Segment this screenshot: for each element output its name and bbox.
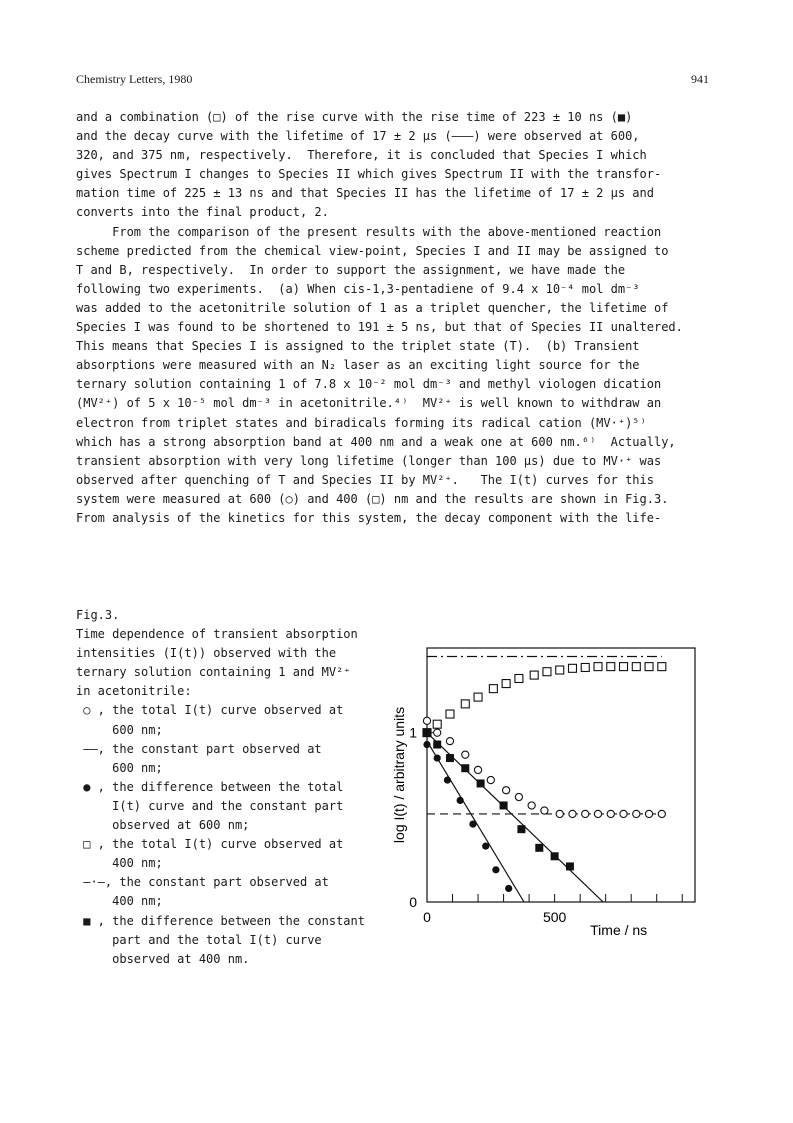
- x-axis-label: Time / ns: [590, 922, 648, 938]
- body-line: which has a strong absorption band at 400 nm and a weak one at 600 nm.⁶⁾ Actually,: [76, 434, 676, 449]
- point-filled-square: [433, 741, 441, 749]
- point-open-square: [502, 680, 510, 688]
- point-open-circle: [569, 810, 576, 817]
- caption-line: in acetonitrile:: [76, 684, 192, 699]
- point-open-square: [632, 663, 640, 671]
- point-filled-circle: [444, 776, 451, 783]
- caption-line: I(t) curve and the constant part: [76, 798, 344, 813]
- point-open-square: [543, 668, 551, 676]
- point-open-circle: [528, 802, 535, 809]
- caption-line: ——, the constant part observed at: [76, 741, 322, 756]
- journal-name: Chemistry Letters, 1980: [76, 72, 193, 86]
- point-open-circle: [515, 793, 522, 800]
- y-tick-label: 1: [409, 724, 417, 741]
- point-open-square: [568, 664, 576, 672]
- body-line: converts into the final product, 2.: [76, 205, 329, 220]
- body-line: mation time of 225 ± 13 ns and that Species II has the lifetime of 17 ± 2 μs and: [76, 186, 654, 201]
- point-open-circle: [487, 776, 494, 783]
- figure-3: [380, 640, 710, 945]
- point-open-square: [556, 666, 564, 674]
- point-filled-square: [477, 779, 485, 787]
- caption-line: Fig.3.: [76, 608, 120, 622]
- point-filled-square: [566, 862, 574, 870]
- point-open-circle: [474, 766, 481, 773]
- point-open-square: [515, 674, 523, 682]
- caption-line: ■ , the difference between the constant: [76, 913, 365, 928]
- caption-line: —·—, the constant part observed at: [76, 875, 329, 890]
- point-open-circle: [423, 717, 430, 724]
- body-line: From the comparison of the present results with the above-mentioned reaction: [76, 224, 662, 239]
- point-open-circle: [633, 810, 640, 817]
- caption-line: ○ , the total I(t) curve observed at: [76, 703, 344, 718]
- caption-line: ● , the difference between the total: [76, 779, 344, 794]
- figure-caption: [76, 606, 396, 969]
- body-line: This means that Species I is assigned to the triplet state (T). (b) Transient: [76, 339, 640, 354]
- body-line: absorptions were measured with an N₂ laser as an exciting light source for the: [76, 358, 640, 373]
- point-filled-square: [517, 825, 525, 833]
- point-filled-square: [461, 764, 469, 772]
- point-filled-circle: [457, 797, 464, 804]
- plot-frame: [427, 648, 695, 902]
- caption-line: observed at 400 nm.: [76, 951, 250, 966]
- point-open-square: [474, 693, 482, 701]
- body-line: and a combination (□) of the rise curve with the rise time of 223 ± 10 ns (■): [76, 110, 633, 124]
- body-line: was added to the acetonitrile solution of 1 as a triplet quencher, the lifetime of: [76, 300, 669, 315]
- x-tick-label: 0: [423, 909, 431, 925]
- point-filled-square: [500, 801, 508, 809]
- point-open-square: [581, 663, 589, 671]
- body-text: [76, 108, 716, 528]
- body-line: system were measured at 600 (○) and 400 (□) nm and the results are shown in Fig.3.: [76, 491, 669, 506]
- point-open-square: [658, 663, 666, 671]
- y-tick-label: 0: [409, 894, 417, 910]
- caption-line: part and the total I(t) curve: [76, 932, 322, 947]
- body-line: 320, and 375 nm, respectively. Therefore, it is concluded that Species I which: [76, 148, 647, 163]
- body-line: following two experiments. (a) When cis-1,3-pentadiene of 9.4 x 10⁻⁴ mol dm⁻³: [76, 281, 640, 296]
- point-filled-square: [551, 852, 559, 860]
- point-open-circle: [645, 810, 652, 817]
- page-number: 941: [691, 72, 709, 86]
- point-open-square: [461, 700, 469, 708]
- x-tick-label: 500: [542, 909, 567, 925]
- body-line: and the decay curve with the lifetime of 17 ± 2 μs (———) were observed at 600,: [76, 129, 640, 144]
- point-filled-circle: [482, 843, 489, 850]
- point-open-square: [489, 685, 497, 693]
- body-line: T and B, respectively. In order to support the assignment, we have made the: [76, 262, 626, 277]
- point-open-circle: [582, 810, 589, 817]
- caption-line: 600 nm;: [76, 722, 163, 737]
- point-open-circle: [462, 751, 469, 758]
- body-line: electron from triplet states and biradicals forming its radical cation (MV·⁺)⁵⁾: [76, 415, 647, 430]
- point-open-square: [594, 663, 602, 671]
- point-open-circle: [620, 810, 627, 817]
- point-filled-circle: [469, 821, 476, 828]
- caption-line: intensities (I(t)) observed with the: [76, 646, 337, 661]
- point-filled-square: [535, 844, 543, 852]
- y-axis-label: log I(t) / arbitrary units: [391, 706, 407, 844]
- point-filled-circle: [492, 866, 499, 873]
- caption-line: 400 nm;: [76, 856, 163, 871]
- point-filled-circle: [423, 741, 430, 748]
- body-line: transient absorption with very long lifetime (longer than 100 μs) due to MV·⁺ was: [76, 453, 662, 468]
- point-open-circle: [658, 810, 665, 817]
- caption-line: □ , the total I(t) curve observed at: [76, 837, 344, 852]
- point-open-square: [620, 663, 628, 671]
- chart-svg: [380, 640, 710, 945]
- caption-line: 400 nm;: [76, 894, 163, 909]
- body-line: (MV²⁺) of 5 x 10⁻⁵ mol dm⁻³ in acetonitrile.⁴⁾ MV²⁺ is well known to withdraw an: [76, 396, 662, 411]
- body-line: Species I was found to be shortened to 191 ± 5 ns, but that of Species II unaltered.: [76, 320, 683, 335]
- point-filled-square: [446, 754, 454, 762]
- body-line: scheme predicted from the chemical view-point, Species I and II may be assigned to: [76, 243, 669, 258]
- caption-line: ternary solution containing 1 and MV²⁺: [76, 665, 351, 680]
- point-filled-square: [423, 729, 431, 737]
- fit-line: [427, 741, 524, 902]
- point-open-circle: [594, 810, 601, 817]
- point-open-square: [607, 663, 615, 671]
- caption-line: observed at 600 nm;: [76, 818, 250, 833]
- point-open-square: [446, 710, 454, 718]
- caption-line: Time dependence of transient absorption: [76, 627, 358, 642]
- body-line: ternary solution containing 1 of 7.8 x 10⁻² mol dm⁻³ and methyl viologen dication: [76, 377, 662, 392]
- point-filled-circle: [505, 885, 512, 892]
- point-open-square: [645, 663, 653, 671]
- caption-line: 600 nm;: [76, 760, 163, 775]
- point-open-square: [530, 671, 538, 679]
- point-open-circle: [607, 810, 614, 817]
- body-line: gives Spectrum I changes to Species II which gives Spectrum II with the transfor-: [76, 167, 662, 182]
- point-open-circle: [541, 807, 548, 814]
- point-open-square: [433, 720, 441, 728]
- body-line: From analysis of the kinetics for this system, the decay component with the life-: [76, 510, 662, 525]
- page-header: [76, 72, 709, 90]
- point-filled-circle: [434, 754, 441, 761]
- point-open-circle: [503, 787, 510, 794]
- point-open-circle: [556, 810, 563, 817]
- point-open-circle: [434, 729, 441, 736]
- point-open-circle: [446, 738, 453, 745]
- body-line: observed after quenching of T and Species II by MV²⁺. The I(t) curves for this: [76, 472, 654, 487]
